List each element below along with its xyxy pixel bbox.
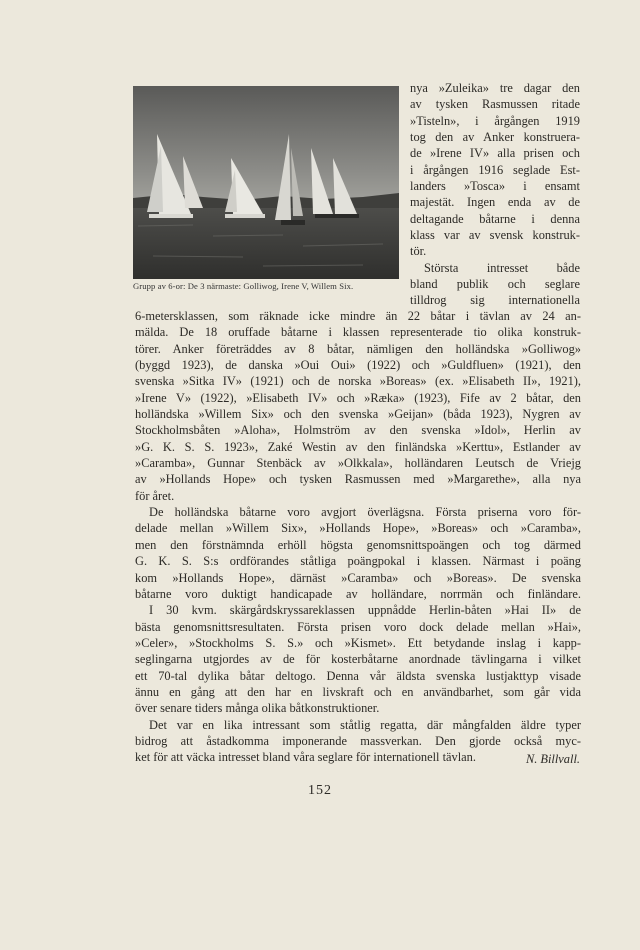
text-line: men den förstnämnda erhöll högsta genomsnittspoängen och tog därmed (135, 537, 581, 552)
text-line: bästa genomsnittsresultaten. Första prisen voro dock delade mellan »Hai», (135, 619, 581, 634)
text-line: mälda. De 18 oruffade båtarne i klassen representerade tio olika konstruk- (135, 325, 581, 340)
text-line: De holländska båtarne voro avgjort överlägsna. Första priserna voro för- (149, 505, 581, 520)
figure (133, 86, 405, 279)
text-line: nya »Zuleika» tre dagar den (410, 81, 580, 95)
text-line: törer. Anker företräddes av 8 båtar, nämligen den holländska »Golliwog» (135, 341, 581, 356)
text-line: Största intresset både (424, 260, 580, 275)
text-line: i årgången 1916 seglade Est- (410, 162, 580, 177)
text-line: tog den av Anker konstruera- (410, 130, 580, 145)
text-line: av tysken Rasmussen ritade (410, 97, 580, 112)
text-line: ket för att väcka intresset bland våra seglare för internationell tävlan. (135, 750, 476, 765)
text-line: »Caramba», Gunnar Stenbäck av »Olkkala», holländaren Leutsch de Vriejg (135, 456, 581, 471)
sailboats-photo (133, 86, 399, 279)
text-line: tilldrog sig internationella (410, 293, 580, 308)
text-line: delade mellan »Willem Six», »Hollands Hope», »Boreas» och »Caramba», (135, 521, 581, 536)
author-signature: N. Billvall. (525, 752, 580, 766)
text-line: bland publik och seglare (410, 277, 580, 292)
text-line: ännu en gång att den har en livskraft och en användbarhet, som går vida (135, 684, 581, 699)
text-line: tör. (410, 244, 427, 259)
text-line: I 30 kvm. skärgårdskryssareklassen uppnådde Herlin-båten »Hai II» de (149, 603, 581, 618)
text-line: de »Irene IV» alla prisen och (410, 146, 580, 161)
figure-caption: Grupp av 6-or: De 3 närmaste: Golliwog, Irene V, Willem Six. (133, 281, 354, 291)
text-line: av »Hollands Hope» och tysken Rasmussen med »Margarethe», alla nya (135, 472, 581, 487)
text-line: klass var av svensk konstruk- (410, 228, 580, 243)
text-line: »G. K. S. S. 1923», Zaké Westin av den finländska »Kerttu», Estlander av (135, 439, 581, 454)
text-line: »Tisteln», i årgången 1919 (410, 113, 580, 128)
text-line: Stockholmsbåten »Aloha», Holmström av den svenska »Idol», Herlin av (135, 423, 581, 438)
text-line: G. K. S. S:s ordförandes ståtliga poängpokal i klassen. Närmast i poäng (135, 554, 581, 569)
right-column-text (410, 80, 580, 309)
page-number: 152 (308, 783, 332, 798)
text-line: kom »Hollands Hope», därnäst »Caramba» och »Boreas». De svenska (135, 570, 581, 585)
text-line: Det var en lika intressant som ståtlig regatta, där mångfalden äldre typer (149, 717, 581, 732)
text-line: ett 70-tal dylika båtar deltogo. Denna vår äldsta svenska lustjakttyp visade (135, 668, 581, 683)
text-line: »Celer», »Stockholms S. S.» och »Kismet». Ett betydande inslag i kapp- (135, 635, 581, 650)
text-line: svenska »Sitka IV» (1921) och de norska »Boreas» (ex. »Elisabeth II», 1921), (135, 374, 581, 389)
text-line: seglingarna utgjordes av de för kosterbåtarne anordnade tävlingarna i vilket (135, 652, 581, 667)
text-line: över senare tiders många olika båtkonstruktioner. (135, 701, 380, 716)
text-line: båtarne voro duktigt handicapade av holländare, norrmän och finländare. (135, 586, 581, 601)
body-text (135, 308, 581, 766)
text-line: 6-metersklassen, som räknade icke mindre än 22 båtar i tävlan av 24 an- (135, 309, 581, 323)
text-line: bidrog att åstadkomma imponerande massverkan. Den gjorde också myc- (135, 733, 581, 748)
text-line: majestät. Ingen enda av de (410, 195, 580, 210)
text-line: landers »Tosca» i ensamt (410, 179, 580, 194)
text-line: holländska »Willem Six» och den svenska »Geijan» (båda 1923), Nygren av (135, 407, 581, 422)
text-line: deltagande båtarne i denna (410, 211, 580, 226)
text-line: (byggd 1923), de danska »Oui Oui» (1922) och »Guldfluen» (1921), den (135, 358, 581, 373)
text-line: för året. (135, 488, 175, 503)
text-line: »Irene V» (1922), »Elisabeth IV» och »Ræka» (1923), Fife av 2 båtar, den (135, 390, 581, 405)
